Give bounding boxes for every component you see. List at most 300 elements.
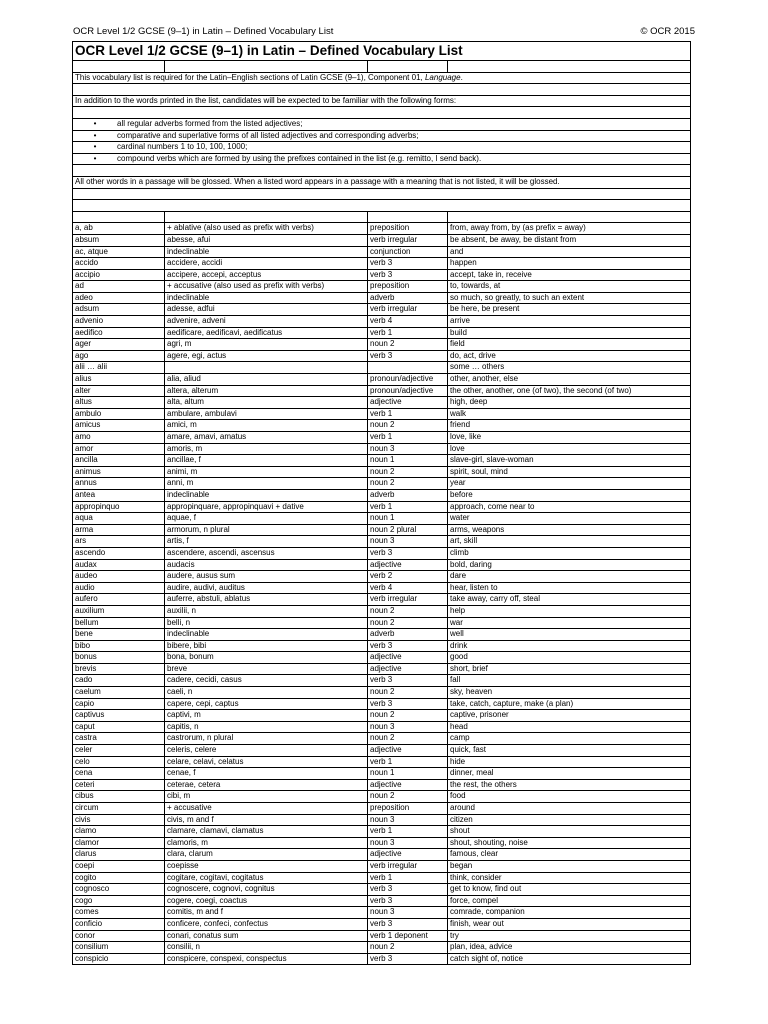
vocab-row	[73, 443, 691, 455]
vocab-row	[73, 327, 691, 339]
english-meaning: head	[448, 721, 691, 733]
word-class: noun 2	[368, 791, 448, 803]
word-class: noun 1	[368, 455, 448, 467]
blank-row	[73, 188, 691, 200]
bullet-icon: •	[93, 142, 97, 152]
word-class: verb 2	[368, 571, 448, 583]
english-meaning: catch sight of, notice	[448, 953, 691, 965]
word-class: noun 2	[368, 478, 448, 490]
latin-headword: bene	[73, 629, 165, 641]
principal-parts: amare, amavi, amatus	[165, 432, 368, 444]
english-meaning: hide	[448, 756, 691, 768]
latin-headword: ascendo	[73, 547, 165, 559]
word-class: preposition	[368, 281, 448, 293]
principal-parts: clamare, clamavi, clamatus	[165, 826, 368, 838]
word-class: verb irregular	[368, 594, 448, 606]
running-header-title: OCR Level 1/2 GCSE (9–1) in Latin – Defined Vocabulary List	[73, 26, 334, 37]
english-meaning: dinner, meal	[448, 768, 691, 780]
vocab-row	[73, 756, 691, 768]
english-meaning: the other, another, one (of two), the second (of two)	[448, 385, 691, 397]
latin-headword: comes	[73, 907, 165, 919]
english-meaning: help	[448, 605, 691, 617]
principal-parts	[165, 362, 368, 374]
vocab-row	[73, 513, 691, 525]
latin-headword: celo	[73, 756, 165, 768]
latin-headword: capio	[73, 698, 165, 710]
vocab-row	[73, 466, 691, 478]
principal-parts: castrorum, n plural	[165, 733, 368, 745]
principal-parts: auxilii, n	[165, 605, 368, 617]
word-class: verb 1	[368, 756, 448, 768]
principal-parts: consilii, n	[165, 942, 368, 954]
english-meaning: be absent, be away, be distant from	[448, 234, 691, 246]
word-class: noun 3	[368, 907, 448, 919]
latin-headword: ager	[73, 339, 165, 351]
vocab-row	[73, 768, 691, 780]
english-meaning: think, consider	[448, 872, 691, 884]
principal-parts: adesse, adfui	[165, 304, 368, 316]
principal-parts: celeris, celere	[165, 745, 368, 757]
vocab-row	[73, 872, 691, 884]
principal-parts: conari, conatus sum	[165, 930, 368, 942]
latin-headword: auxilium	[73, 605, 165, 617]
english-meaning: be here, be present	[448, 304, 691, 316]
latin-headword: castra	[73, 733, 165, 745]
word-class: adverb	[368, 629, 448, 641]
latin-headword: annus	[73, 478, 165, 490]
word-class: verb irregular	[368, 860, 448, 872]
vocab-row	[73, 246, 691, 258]
principal-parts: abesse, afui	[165, 234, 368, 246]
english-meaning: citizen	[448, 814, 691, 826]
english-meaning: art, skill	[448, 536, 691, 548]
latin-headword: ancilla	[73, 455, 165, 467]
english-meaning: do, act, drive	[448, 350, 691, 362]
english-meaning: happen	[448, 258, 691, 270]
vocab-row	[73, 408, 691, 420]
latin-headword: advenio	[73, 316, 165, 328]
latin-headword: alii … alii	[73, 362, 165, 374]
latin-headword: ad	[73, 281, 165, 293]
word-class: adjective	[368, 397, 448, 409]
latin-headword: accido	[73, 258, 165, 270]
principal-parts: ceterae, cetera	[165, 779, 368, 791]
gloss-note: All other words in a passage will be glossed. When a listed word appears in a passage with a meaning that is not listed, it will be glossed.	[73, 176, 691, 188]
principal-parts: celare, celavi, celatus	[165, 756, 368, 768]
blank-row	[73, 107, 691, 119]
vocab-row	[73, 547, 691, 559]
bullet-text: all regular adverbs formed from the listed adjectives;	[117, 118, 303, 128]
english-meaning: love, like	[448, 432, 691, 444]
latin-headword: ago	[73, 350, 165, 362]
principal-parts: conspicere, conspexi, conspectus	[165, 953, 368, 965]
word-class: pronoun/adjective	[368, 374, 448, 386]
latin-headword: caput	[73, 721, 165, 733]
latin-headword: aufero	[73, 594, 165, 606]
bullet-icon: •	[93, 118, 97, 128]
word-class: preposition	[368, 803, 448, 815]
english-meaning: approach, come near to	[448, 501, 691, 513]
latin-headword: antea	[73, 489, 165, 501]
principal-parts: audere, ausus sum	[165, 571, 368, 583]
word-class	[368, 362, 448, 374]
english-meaning: comrade, companion	[448, 907, 691, 919]
principal-parts: advenire, adveni	[165, 316, 368, 328]
latin-headword: cena	[73, 768, 165, 780]
vocab-row	[73, 733, 691, 745]
word-class: adverb	[368, 292, 448, 304]
principal-parts: capitis, n	[165, 721, 368, 733]
vocab-row	[73, 605, 691, 617]
latin-headword: alius	[73, 374, 165, 386]
english-meaning: high, deep	[448, 397, 691, 409]
principal-parts: indeclinable	[165, 292, 368, 304]
title-row	[73, 42, 691, 61]
principal-parts: + accusative	[165, 803, 368, 815]
principal-parts: amoris, m	[165, 443, 368, 455]
principal-parts: clara, clarum	[165, 849, 368, 861]
english-meaning: food	[448, 791, 691, 803]
english-meaning: so much, so greatly, to such an extent	[448, 292, 691, 304]
word-class: noun 3	[368, 837, 448, 849]
principal-parts: bibere, bibi	[165, 640, 368, 652]
word-class: verb 3	[368, 258, 448, 270]
vocab-row	[73, 710, 691, 722]
blank-row	[73, 200, 691, 212]
latin-headword: audax	[73, 559, 165, 571]
english-meaning: take away, carry off, steal	[448, 594, 691, 606]
principal-parts: alia, aliud	[165, 374, 368, 386]
vocab-row	[73, 663, 691, 675]
word-class: noun 2 plural	[368, 524, 448, 536]
vocab-row	[73, 258, 691, 270]
english-meaning: from, away from, by (as prefix = away)	[448, 223, 691, 235]
word-class: verb 3	[368, 269, 448, 281]
latin-headword: ars	[73, 536, 165, 548]
word-class: noun 2	[368, 339, 448, 351]
word-class: verb 1 deponent	[368, 930, 448, 942]
latin-headword: conficio	[73, 918, 165, 930]
english-meaning: plan, idea, advice	[448, 942, 691, 954]
latin-headword: bonus	[73, 652, 165, 664]
word-class: adjective	[368, 652, 448, 664]
blank-row	[73, 61, 691, 73]
vocab-row	[73, 826, 691, 838]
vocab-row	[73, 304, 691, 316]
vocab-row	[73, 350, 691, 362]
vocab-row	[73, 849, 691, 861]
word-class: verb 1	[368, 432, 448, 444]
vocab-row	[73, 223, 691, 235]
vocab-row	[73, 281, 691, 293]
intro-prefix: This vocabulary list is required for the Latin–English sections of Latin GCSE (9–1), Component 01,	[75, 72, 425, 82]
principal-parts: ancillae, f	[165, 455, 368, 467]
principal-parts: cenae, f	[165, 768, 368, 780]
word-class: noun 2	[368, 605, 448, 617]
vocab-rows	[73, 223, 691, 965]
latin-headword: accipio	[73, 269, 165, 281]
vocab-row	[73, 837, 691, 849]
english-meaning: take, catch, capture, make (a plan)	[448, 698, 691, 710]
vocab-row	[73, 629, 691, 641]
latin-headword: cognosco	[73, 884, 165, 896]
principal-parts: agere, egi, actus	[165, 350, 368, 362]
vocab-row	[73, 559, 691, 571]
word-class: noun 3	[368, 443, 448, 455]
intro-suffix: .	[460, 72, 463, 82]
latin-headword: captivus	[73, 710, 165, 722]
vocab-row	[73, 432, 691, 444]
bullet-icon: •	[93, 130, 97, 140]
latin-headword: arma	[73, 524, 165, 536]
latin-headword: ambulo	[73, 408, 165, 420]
principal-parts: bona, bonum	[165, 652, 368, 664]
vocab-row	[73, 640, 691, 652]
bullet-row	[73, 118, 691, 130]
latin-headword: circum	[73, 803, 165, 815]
word-class: noun 2	[368, 617, 448, 629]
english-meaning: camp	[448, 733, 691, 745]
english-meaning: good	[448, 652, 691, 664]
latin-headword: clamor	[73, 837, 165, 849]
word-class: preposition	[368, 223, 448, 235]
english-meaning: some … others	[448, 362, 691, 374]
vocab-row	[73, 594, 691, 606]
vocab-row	[73, 698, 691, 710]
word-class: verb 3	[368, 350, 448, 362]
principal-parts: agri, m	[165, 339, 368, 351]
principal-parts: clamoris, m	[165, 837, 368, 849]
english-meaning: began	[448, 860, 691, 872]
principal-parts: cadere, cecidi, casus	[165, 675, 368, 687]
blank-row	[73, 211, 691, 223]
running-header-copyright: © OCR 2015	[640, 26, 695, 37]
vocab-row	[73, 884, 691, 896]
vocab-row	[73, 942, 691, 954]
vocab-row	[73, 721, 691, 733]
document-title: OCR Level 1/2 GCSE (9–1) in Latin – Defined Vocabulary List	[73, 42, 691, 61]
english-meaning: to, towards, at	[448, 281, 691, 293]
vocab-row	[73, 292, 691, 304]
vocab-row	[73, 269, 691, 281]
english-meaning: bold, daring	[448, 559, 691, 571]
english-meaning: water	[448, 513, 691, 525]
english-meaning: before	[448, 489, 691, 501]
principal-parts: belli, n	[165, 617, 368, 629]
vocab-row	[73, 652, 691, 664]
principal-parts: auferre, abstuli, ablatus	[165, 594, 368, 606]
word-class: verb 3	[368, 547, 448, 559]
vocab-row	[73, 478, 691, 490]
word-class: verb irregular	[368, 234, 448, 246]
vocab-row	[73, 930, 691, 942]
principal-parts: audire, audivi, auditus	[165, 582, 368, 594]
latin-headword: ac, atque	[73, 246, 165, 258]
latin-headword: ceteri	[73, 779, 165, 791]
principal-parts: aquae, f	[165, 513, 368, 525]
blank-row	[73, 165, 691, 177]
english-meaning: arms, weapons	[448, 524, 691, 536]
latin-headword: amor	[73, 443, 165, 455]
principal-parts: caeli, n	[165, 687, 368, 699]
principal-parts: indeclinable	[165, 246, 368, 258]
principal-parts: + accusative (also used as prefix with verbs)	[165, 281, 368, 293]
principal-parts: conficere, confeci, confectus	[165, 918, 368, 930]
vocab-row	[73, 385, 691, 397]
latin-headword: animus	[73, 466, 165, 478]
latin-headword: coepi	[73, 860, 165, 872]
word-class: adjective	[368, 849, 448, 861]
english-meaning: field	[448, 339, 691, 351]
word-class: conjunction	[368, 246, 448, 258]
principal-parts: comitis, m and f	[165, 907, 368, 919]
word-class: noun 3	[368, 721, 448, 733]
word-class: verb 3	[368, 698, 448, 710]
vocab-row	[73, 779, 691, 791]
principal-parts: coepisse	[165, 860, 368, 872]
vocab-row	[73, 803, 691, 815]
addition-row	[73, 95, 691, 107]
latin-headword: caelum	[73, 687, 165, 699]
principal-parts: cogere, coegi, coactus	[165, 895, 368, 907]
latin-headword: clamo	[73, 826, 165, 838]
vocab-row	[73, 455, 691, 467]
addition-text: In addition to the words printed in the list, candidates will be expected to be familiar with the following forms:	[73, 95, 691, 107]
principal-parts: aedificare, aedificavi, aedificatus	[165, 327, 368, 339]
english-meaning: fall	[448, 675, 691, 687]
word-class: verb 3	[368, 895, 448, 907]
principal-parts: appropinquare, appropinquavi + dative	[165, 501, 368, 513]
word-class: adverb	[368, 489, 448, 501]
word-class: noun 2	[368, 733, 448, 745]
vocab-row	[73, 316, 691, 328]
word-class: noun 3	[368, 814, 448, 826]
vocab-row	[73, 918, 691, 930]
principal-parts: ascendere, ascendi, ascensus	[165, 547, 368, 559]
word-class: pronoun/adjective	[368, 385, 448, 397]
english-meaning: friend	[448, 420, 691, 432]
word-class: verb 1	[368, 408, 448, 420]
vocab-row	[73, 687, 691, 699]
word-class: noun 2	[368, 710, 448, 722]
gloss-row	[73, 176, 691, 188]
intro-row	[73, 72, 691, 84]
vocab-row	[73, 234, 691, 246]
english-meaning: slave-girl, slave-woman	[448, 455, 691, 467]
word-class: verb 3	[368, 953, 448, 965]
principal-parts: anni, m	[165, 478, 368, 490]
principal-parts: accipere, accepi, acceptus	[165, 269, 368, 281]
word-class: verb 1	[368, 826, 448, 838]
word-class: noun 1	[368, 768, 448, 780]
principal-parts: animi, m	[165, 466, 368, 478]
principal-parts: accidere, accidi	[165, 258, 368, 270]
latin-headword: appropinquo	[73, 501, 165, 513]
principal-parts: cibi, m	[165, 791, 368, 803]
vocab-row	[73, 374, 691, 386]
word-class: verb irregular	[368, 304, 448, 316]
english-meaning: drink	[448, 640, 691, 652]
principal-parts: indeclinable	[165, 489, 368, 501]
vocab-row	[73, 953, 691, 965]
latin-headword: audeo	[73, 571, 165, 583]
vocab-row	[73, 745, 691, 757]
principal-parts: cognoscere, cognovi, cognitus	[165, 884, 368, 896]
english-meaning: and	[448, 246, 691, 258]
english-meaning: dare	[448, 571, 691, 583]
principal-parts: altera, alterum	[165, 385, 368, 397]
english-meaning: spirit, soul, mind	[448, 466, 691, 478]
vocab-row	[73, 860, 691, 872]
english-meaning: get to know, find out	[448, 884, 691, 896]
english-meaning: around	[448, 803, 691, 815]
latin-headword: cibus	[73, 791, 165, 803]
english-meaning: try	[448, 930, 691, 942]
english-meaning: well	[448, 629, 691, 641]
latin-headword: brevis	[73, 663, 165, 675]
english-meaning: climb	[448, 547, 691, 559]
latin-headword: alter	[73, 385, 165, 397]
english-meaning: finish, wear out	[448, 918, 691, 930]
word-class: verb 3	[368, 640, 448, 652]
principal-parts: captivi, m	[165, 710, 368, 722]
vocab-row	[73, 489, 691, 501]
english-meaning: love	[448, 443, 691, 455]
english-meaning: short, brief	[448, 663, 691, 675]
english-meaning: walk	[448, 408, 691, 420]
vocab-row	[73, 895, 691, 907]
english-meaning: build	[448, 327, 691, 339]
latin-headword: consilium	[73, 942, 165, 954]
latin-headword: altus	[73, 397, 165, 409]
latin-headword: civis	[73, 814, 165, 826]
word-class: verb 1	[368, 872, 448, 884]
english-meaning: war	[448, 617, 691, 629]
vocabulary-table	[72, 41, 691, 965]
principal-parts: civis, m and f	[165, 814, 368, 826]
bullet-text: cardinal numbers 1 to 10, 100, 1000;	[117, 142, 248, 152]
english-meaning: the rest, the others	[448, 779, 691, 791]
latin-headword: aqua	[73, 513, 165, 525]
bullet-icon: •	[93, 153, 97, 163]
principal-parts: armorum, n plural	[165, 524, 368, 536]
bullet-row	[73, 130, 691, 142]
english-meaning: year	[448, 478, 691, 490]
word-class: noun 2	[368, 687, 448, 699]
principal-parts: capere, cepi, captus	[165, 698, 368, 710]
vocab-row	[73, 814, 691, 826]
latin-headword: amo	[73, 432, 165, 444]
running-header	[73, 26, 695, 38]
english-meaning: other, another, else	[448, 374, 691, 386]
word-class: verb 4	[368, 316, 448, 328]
word-class: adjective	[368, 559, 448, 571]
vocab-row	[73, 675, 691, 687]
vocab-row	[73, 571, 691, 583]
principal-parts: cogitare, cogitavi, cogitatus	[165, 872, 368, 884]
latin-headword: cado	[73, 675, 165, 687]
word-class: adjective	[368, 779, 448, 791]
latin-headword: clarus	[73, 849, 165, 861]
vocab-row	[73, 791, 691, 803]
blank-row	[73, 84, 691, 96]
principal-parts: amici, m	[165, 420, 368, 432]
latin-headword: bibo	[73, 640, 165, 652]
latin-headword: cogo	[73, 895, 165, 907]
latin-headword: amicus	[73, 420, 165, 432]
principal-parts: breve	[165, 663, 368, 675]
word-class: verb 3	[368, 918, 448, 930]
